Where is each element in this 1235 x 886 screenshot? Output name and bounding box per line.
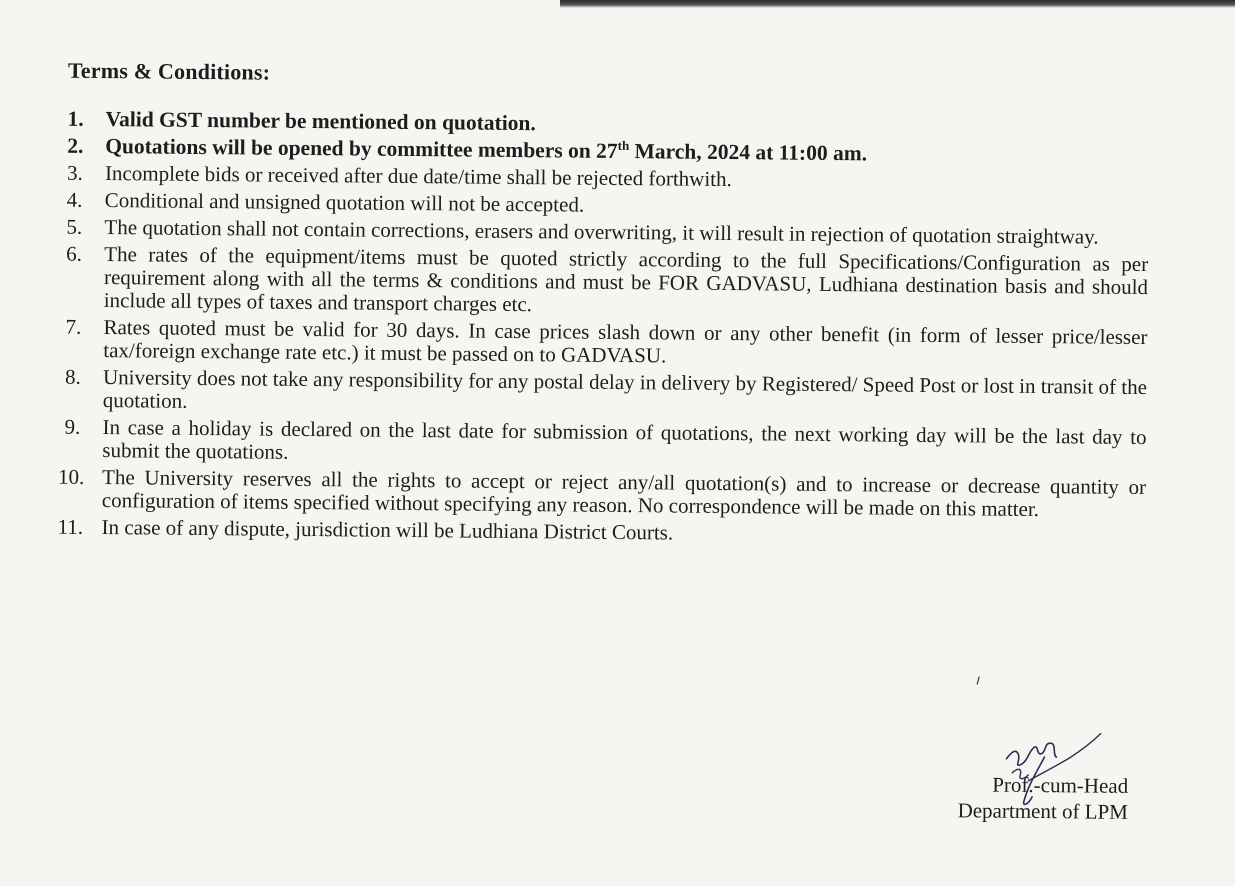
term-item <box>59 316 1147 372</box>
signatory-department: Department of LPM <box>957 798 1129 824</box>
term-text-part: March, 2024 at 11:00 am. <box>629 139 868 166</box>
term-text: Rates quoted must be valid for 30 days. In case prices slash down or any other benefit (in form of lesser price/lesser tax/foreign exchange rate etc.) it must be passed on to GADVASU. <box>103 315 1148 368</box>
stray-pen-mark-icon <box>976 676 980 684</box>
term-text: University does not take any responsibility for any postal delay in delivery by Registered/ Speed Post or lost in transit of the quotation. <box>102 365 1148 413</box>
term-text: Incomplete bids or received after due date/time shall be rejected forthwith. <box>104 161 732 192</box>
term-number: 9. <box>64 414 81 439</box>
term-text: The quotation shall not contain corrections, erasers and overwriting, it will result in rejection of quotation straightway. <box>104 215 1099 249</box>
term-number: 2. <box>67 133 84 158</box>
term-item <box>60 243 1149 322</box>
term-text: The University reserves all the rights to accept or reject any/all quotation(s) and to increase or decrease quantity or configuration of items specified without specifying any reason. No correspondence will be made on this matter. <box>101 465 1147 522</box>
term-number: 4. <box>66 187 83 212</box>
term-number: 10. <box>57 464 85 489</box>
term-number: 1. <box>67 106 84 131</box>
handwritten-signature-icon <box>998 721 1109 812</box>
term-number: 8. <box>64 364 81 389</box>
term-item <box>58 466 1146 522</box>
term-text-part: Quotations will be opened by committee members on 27 <box>105 134 618 163</box>
terms-heading: Terms & Conditions: <box>67 57 271 85</box>
term-text: Conditional and unsigned quotation will not be accepted. <box>104 188 585 217</box>
ordinal-suffix: th <box>617 137 630 153</box>
term-number: 11. <box>57 514 84 539</box>
term-number: 5. <box>66 214 83 239</box>
term-text: Valid GST number be mentioned on quotation. <box>105 107 536 136</box>
terms-list <box>57 108 1149 553</box>
term-item <box>58 416 1146 472</box>
term-number: 6. <box>66 241 83 266</box>
term-number: 3. <box>66 160 83 185</box>
term-text: The rates of the equipment/items must be quoted strictly according to the full Specifications/Configuration as per requirement along with all the terms & conditions and must be FOR GADVASU, Ludhiana destination basis and should include all types of taxes and transport charges etc. <box>103 242 1149 317</box>
signatory-title: Prof.-cum-Head <box>992 772 1129 798</box>
term-text: In case of any dispute, jurisdiction will be Ludhiana District Courts. <box>101 515 674 545</box>
term-item <box>57 516 1145 549</box>
term-item <box>59 366 1147 422</box>
term-text: In case a holiday is declared on the last date for submission of quotations, the next working day will be the last day to submit the quotations. <box>102 415 1147 464</box>
term-number: 7. <box>65 314 82 339</box>
